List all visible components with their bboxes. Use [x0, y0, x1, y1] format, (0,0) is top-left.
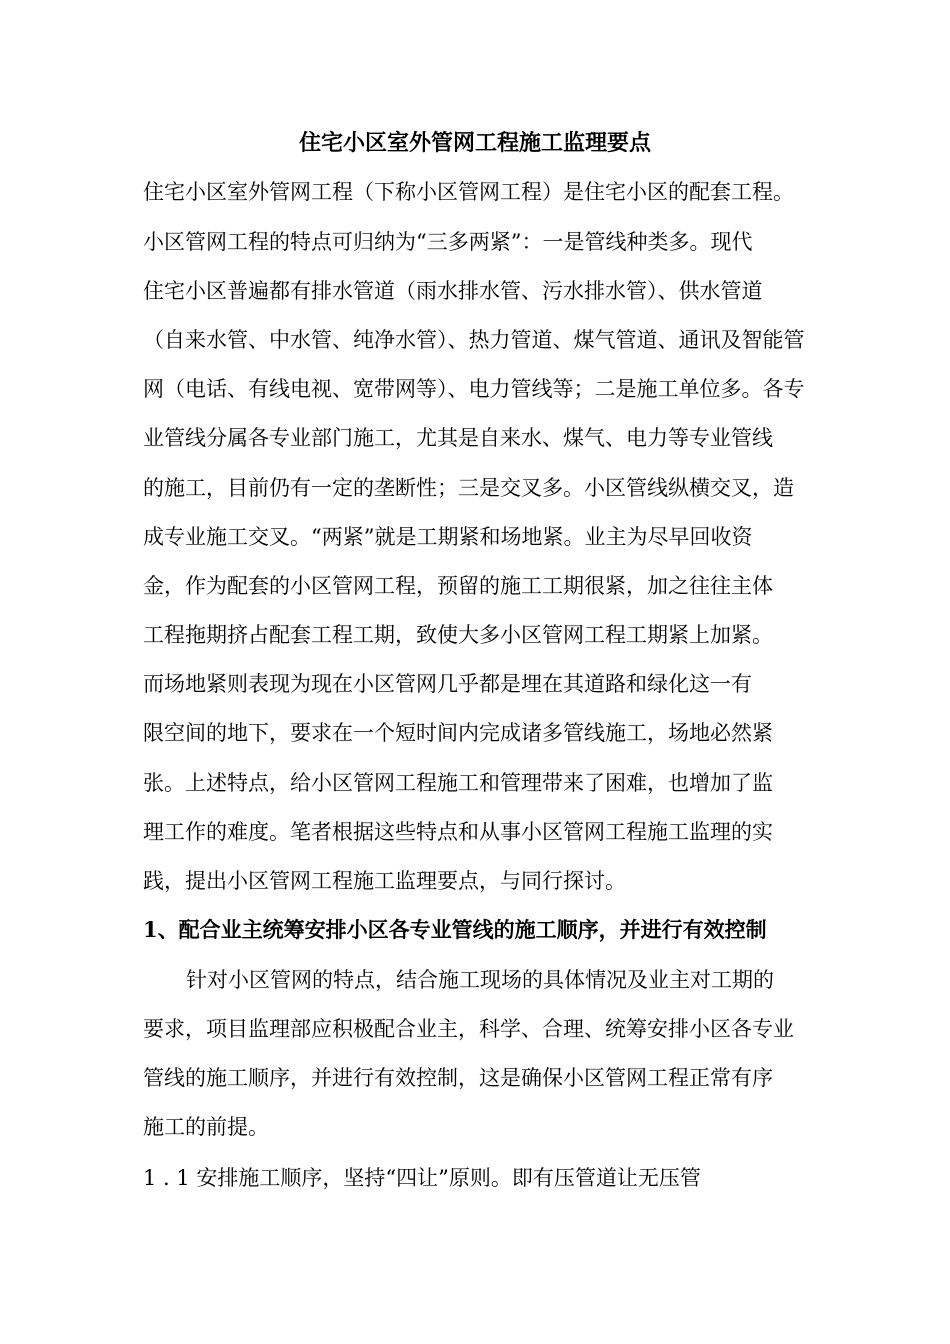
paragraph-line: 住宅小区室外管网工程（下称小区管网工程）是住宅小区的配套工程。: [143, 180, 794, 204]
paragraph-line: 施工的前提。: [143, 1115, 269, 1139]
paragraph-line: 理工作的难度。笔者根据这些特点和从事小区管网工程施工监理的实: [143, 820, 773, 844]
paragraph-line: 践，提出小区管网工程施工监理要点，与同行探讨。: [143, 869, 626, 893]
paragraph-line: 网（电话、有线电视、宽带网等）、电力管线等；二是施工单位多。各专: [143, 377, 805, 401]
paragraph-line: （自来水管、中水管、纯净水管）、热力管道、煤气管道、通讯及智能管: [143, 328, 805, 352]
document-title: 住宅小区室外管网工程施工监理要点: [298, 130, 651, 156]
paragraph-line: 而场地紧则表现为现在小区管网几乎都是埋在其道路和绿化这一有: [143, 672, 752, 696]
paragraph-line: 管线的施工顺序，并进行有效控制，这是确保小区管网工程正常有序: [143, 1066, 773, 1090]
paragraph-line: 限空间的地下，要求在一个短时间内完成诸多管线施工，场地必然紧: [143, 721, 773, 745]
paragraph-line: 工程拖期挤占配套工程工期，致使大多小区管网工程工期紧上加紧。: [143, 623, 773, 647]
paragraph-line: 小区管网工程的特点可归纳为“三多两紧”：一是管线种类多。现代: [143, 230, 753, 254]
paragraph-line: 针对小区管网的特点，结合施工现场的具体情况及业主对工期的: [186, 968, 774, 992]
paragraph-line: 金，作为配套的小区管网工程，预留的施工工期很紧，加之往往主体: [143, 574, 773, 598]
paragraph-line: 张。上述特点，给小区管网工程施工和管理带来了困难，也增加了监: [143, 771, 773, 795]
subsection-line: 1 . 1 安排施工顺序，坚持“四让”原则。即有压管道让无压管: [143, 1166, 701, 1190]
paragraph-line: 住宅小区普遍都有排水管道（雨水排水管、污水排水管）、供水管道: [143, 279, 763, 303]
paragraph-line: 成专业施工交叉。“两紧”就是工期紧和场地紧。业主为尽早回收资: [143, 525, 753, 549]
paragraph-line: 业管线分属各专业部门施工，尤其是自来水、煤气、电力等专业管线: [143, 426, 773, 450]
section-heading: 1、配合业主统筹安排小区各专业管线的施工顺序，并进行有效控制: [143, 917, 767, 942]
paragraph-line: 要求，项目监理部应积极配合业主，科学、合理、统筹安排小区各专业: [143, 1017, 794, 1041]
paragraph-line: 的施工，目前仍有一定的垄断性；三是交叉多。小区管线纵横交叉，造: [143, 476, 794, 500]
